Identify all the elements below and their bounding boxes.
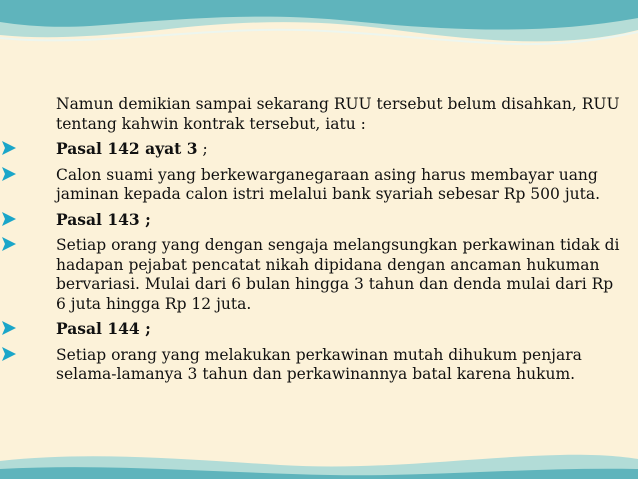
content-area [0,95,620,390]
item-text: Setiap orang yang dengan sengaja melangsungkan perkawinan tidak di hadapan pejabat pencatat nikah dipidana dengan ancaman hukuman bervariasi. Mulai dari 6 bulan hingga 3 tahun dan denda mulai dari Rp 6 juta hingga Rp 12 juta. [56,236,620,313]
arrowhead-bullet-icon [1,140,17,156]
item-bold-text: Pasal 144 ; [56,319,151,338]
arrowhead-bullet-icon [1,346,17,362]
bullet-item-perkawinan-tidak-tercatat [0,235,620,314]
item-text: Calon suami yang berkewarganegaraan asing harus membayar uang jaminan kepada calon istri melalui bank syariah sebesar Rp 500 juta. [56,165,601,203]
item-bold-text: Pasal 143 ; [56,209,151,229]
item-text: Setiap orang yang melakukan perkawinan mutah dihukum penjara selama-lamanya 3 tahun dan perkawinannya batal karena hukum. [56,345,582,383]
arrowhead-bullet-icon [1,211,17,227]
bullet-item-pasal-142 [0,139,620,160]
top-wave-dark [0,0,638,30]
item-text: ; [197,140,208,158]
arrowhead-bullet-icon [1,320,17,336]
intro-paragraph: Namun demikian sampai sekarang RUU tersebut belum disahkan, RUU tentang kahwin kontrak tersebut, iatu : [56,95,620,133]
bullet-item-perkawinan-mutah [0,345,620,385]
arrowhead-bullet-icon [1,236,17,252]
arrowhead-bullet-icon [1,166,17,182]
bullet-item-pasal-143 [0,210,620,231]
bottom-wave-decoration [0,439,638,479]
item-bold-text: Pasal 142 ayat 3 [56,139,198,158]
top-wave-decoration [0,0,638,70]
bullet-item-jaminan [0,165,620,205]
bullet-item-pasal-144 [0,319,620,340]
